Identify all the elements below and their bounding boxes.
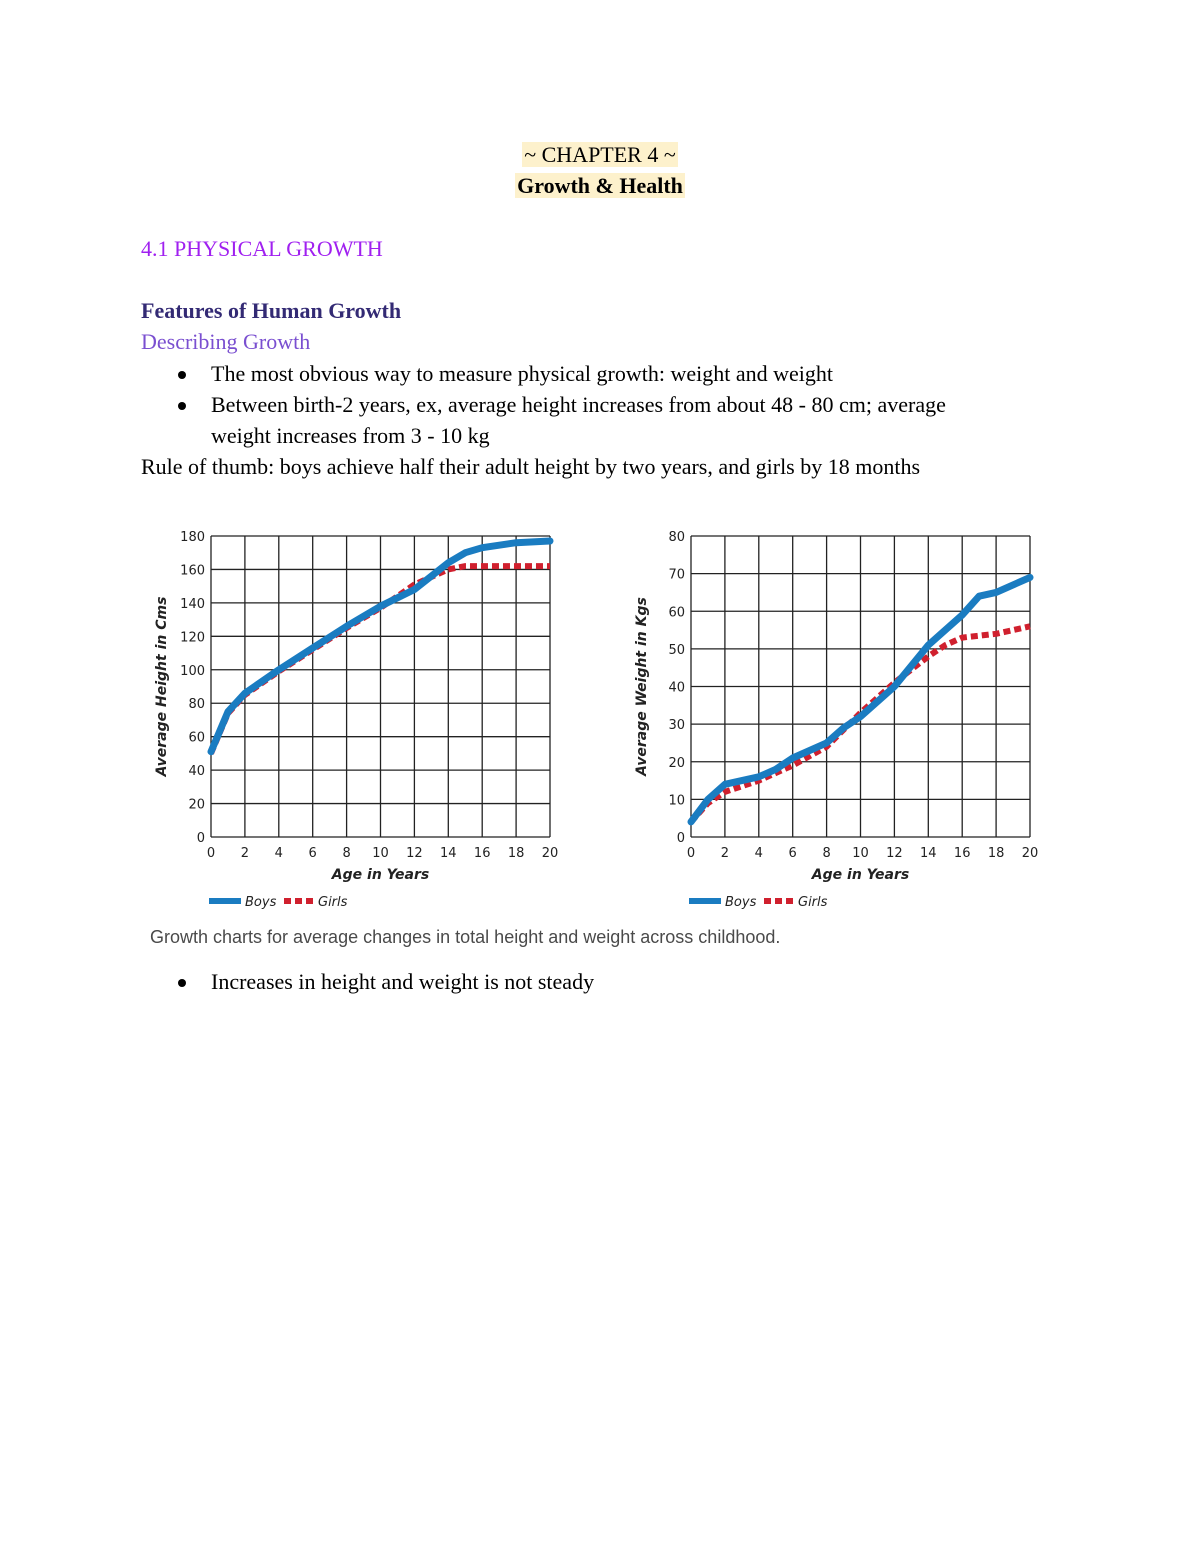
x-tick-label: 8: [822, 846, 831, 861]
x-axis-label: Age in Years: [331, 867, 430, 883]
y-tick-label: 40: [188, 764, 205, 780]
bullet-item: Increases in height and weight is not steady: [211, 966, 594, 997]
x-tick-label: 2: [720, 846, 730, 861]
bullet-item: The most obvious way to measure physical growth: weight and weight: [211, 358, 833, 389]
x-tick-label: 8: [342, 846, 351, 861]
x-tick-label: 14: [440, 846, 457, 861]
x-tick-label: 0: [686, 846, 696, 861]
x-tick-label: 2: [240, 846, 250, 861]
legend-label-girls: Girls: [318, 895, 348, 910]
x-tick-label: 16: [953, 846, 971, 861]
y-tick-label: 50: [668, 642, 685, 658]
legend-label-girls: Girls: [798, 895, 828, 910]
y-tick-label: 180: [180, 530, 205, 545]
y-tick-label: 20: [668, 755, 685, 771]
x-tick-label: 10: [852, 846, 869, 861]
bullet-item: Between birth-2 years, ex, average height increases from about 48 - 80 cm; average: [211, 389, 946, 420]
x-tick-label: 16: [473, 846, 491, 861]
figure-caption: Growth charts for average changes in total height and weight across childhood.: [150, 927, 781, 947]
section-title: 4.1 PHYSICAL GROWTH: [141, 236, 383, 261]
y-tick-label: 0: [196, 831, 205, 846]
y-tick-label: 60: [668, 605, 685, 621]
y-tick-label: 120: [180, 630, 205, 646]
y-tick-label: 80: [188, 697, 205, 713]
x-tick-label: 18: [987, 846, 1005, 861]
height-chart: [140, 515, 580, 915]
y-tick-label: 10: [668, 793, 685, 809]
x-tick-label: 20: [541, 846, 559, 861]
y-tick-label: 160: [180, 563, 205, 579]
x-tick-label: 6: [308, 846, 317, 861]
subsection-title: Features of Human Growth: [141, 298, 402, 323]
y-tick-label: 60: [188, 730, 205, 746]
chapter-label: ~ CHAPTER 4 ~: [524, 142, 676, 167]
y-axis-label: Average Weight in Kgs: [634, 597, 650, 776]
y-tick-label: 40: [668, 680, 685, 696]
legend-label-boys: Boys: [725, 895, 757, 910]
x-tick-label: 12: [886, 846, 903, 861]
y-tick-label: 20: [188, 797, 205, 813]
x-tick-label: 4: [754, 846, 763, 861]
y-axis-label: Average Height in Cms: [154, 596, 170, 777]
y-tick-label: 140: [180, 596, 205, 612]
x-tick-label: 10: [372, 846, 389, 861]
x-tick-label: 20: [1021, 846, 1039, 861]
chapter-title: Growth & Health: [517, 173, 683, 198]
legend-label-boys: Boys: [245, 895, 277, 910]
x-axis-label: Age in Years: [811, 867, 910, 883]
y-tick-label: 70: [668, 567, 685, 583]
y-tick-label: 0: [676, 831, 685, 846]
y-tick-label: 30: [668, 718, 685, 734]
bullet-continuation: weight increases from 3 - 10 kg: [211, 423, 490, 448]
weight-chart: [620, 515, 1060, 915]
rule-of-thumb: Rule of thumb: boys achieve half their adult height by two years, and girls by 18 months: [141, 454, 921, 479]
y-tick-label: 100: [180, 663, 205, 679]
subsection-subtitle: Describing Growth: [141, 329, 311, 354]
x-tick-label: 12: [406, 846, 423, 861]
x-tick-label: 14: [920, 846, 937, 861]
x-tick-label: 4: [274, 846, 283, 861]
x-tick-label: 18: [507, 846, 525, 861]
x-tick-label: 0: [206, 846, 216, 861]
x-tick-label: 6: [788, 846, 797, 861]
y-tick-label: 80: [668, 530, 685, 545]
